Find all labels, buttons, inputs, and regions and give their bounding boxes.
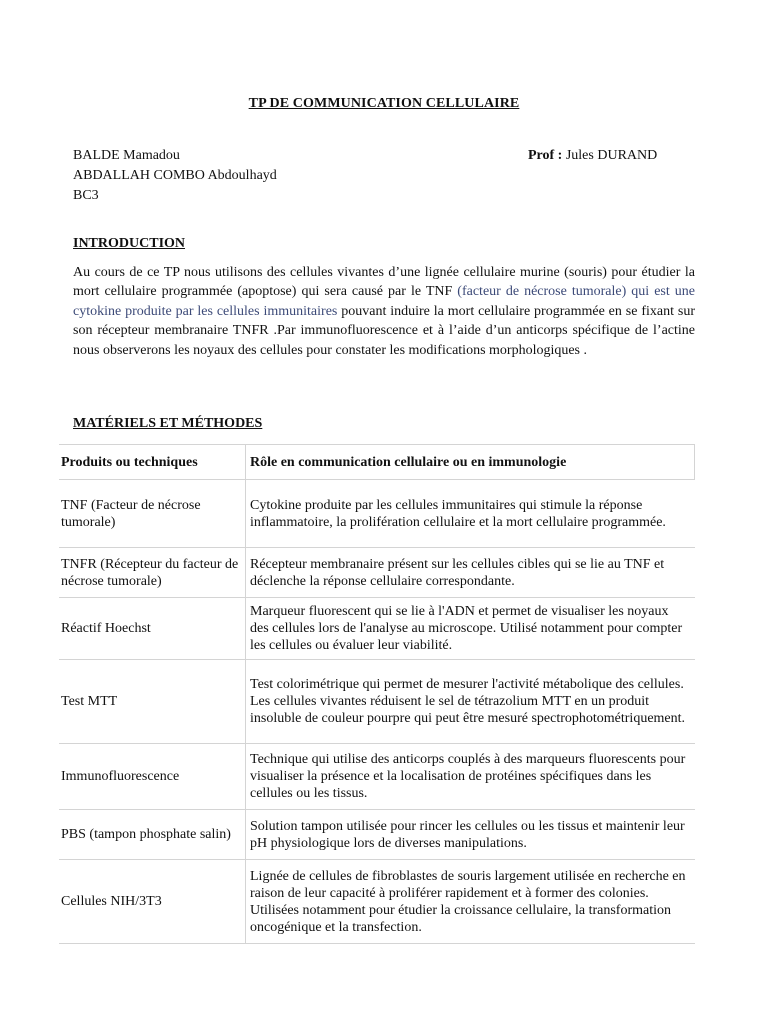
intro-text-part: Au cours de ce TP nous utilisons des cellules vivantes d’une lignée cellulaire murine (souris) pour étudier la mort cellulaire programmée (apoptose) qui sera causé par le TNF — [73, 265, 695, 300]
product-cell: Cellules NIH/3T3 — [59, 860, 246, 944]
role-cell: Récepteur membranaire présent sur les cellules cibles qui se lie au TNF et déclenche la réponse cellulaire correspondante. — [246, 548, 695, 598]
class-label: BC3 — [73, 188, 99, 203]
role-cell: Lignée de cellules de fibroblastes de souris largement utilisée en recherche en raison de leur capacité à proliférer rapidement et à former des colonies. Utilisées notamment pour étudier la croissance cellulaire, la transformation oncogénique et la transfection. — [246, 860, 695, 944]
table-row — [59, 660, 695, 744]
product-cell: TNF (Facteur de nécrose tumorale) — [59, 480, 246, 548]
table-header-row — [59, 445, 695, 480]
author-name: ABDALLAH COMBO Abdoulhayd — [73, 168, 277, 183]
authors-block — [73, 146, 277, 206]
role-cell: Technique qui utilise des anticorps couplés à des marqueurs fluorescents pour visualiser la présence et la localisation de protéines spécifiques dans les cellules ou les tissus. — [246, 744, 695, 810]
introduction-heading: INTRODUCTION — [73, 236, 186, 251]
page-title: TP DE COMMUNICATION CELLULAIRE — [248, 96, 520, 111]
methods-heading: MATÉRIELS ET MÉTHODES — [73, 416, 263, 431]
author-name: BALDE Mamadou — [73, 148, 180, 163]
role-cell: Test colorimétrique qui permet de mesurer l'activité métabolique des cellules. Les cellules vivantes réduisent le sel de tétrazolium MTT en un produit insoluble de couleur pourpre qui peut être mesuré spectrophotométriquement. — [246, 660, 695, 744]
prof-label: Prof : — [528, 148, 563, 163]
column-header: Produits ou techniques — [59, 445, 246, 480]
product-cell: Test MTT — [59, 660, 246, 744]
introduction-paragraph — [73, 263, 695, 360]
product-cell: Réactif Hoechst — [59, 598, 246, 660]
table-row — [59, 744, 695, 810]
professor-line — [528, 146, 657, 166]
table-row — [59, 810, 695, 860]
table-row — [59, 598, 695, 660]
table-row — [59, 860, 695, 944]
product-cell: TNFR (Récepteur du facteur de nécrose tumorale) — [59, 548, 246, 598]
intro-text-part: pouvant induire la mort cellulaire programmée en se fixant sur son récepteur membranaire TNFR .Par immunofluorescence et à l’aide d’un anticorps spécifique de l’actine nous observerons les noyaux des cellules pour constater les modifications morphologiques . — [73, 303, 695, 358]
role-cell: Marqueur fluorescent qui se lie à l'ADN et permet de visualiser les noyaux des cellules lors de l'analyse au microscope. Utilisé notamment pour compter les cellules ou évaluer leur viabilité. — [246, 598, 695, 660]
product-cell: Immunofluorescence — [59, 744, 246, 810]
intro-text-highlight: (facteur de nécrose tumorale) qui est une cytokine produite par les cellules immunitaires — [73, 284, 696, 319]
methods-table — [59, 444, 695, 944]
column-header: Rôle en communication cellulaire ou en immunologie — [246, 445, 695, 480]
product-cell: PBS (tampon phosphate salin) — [59, 810, 246, 860]
table-row — [59, 548, 695, 598]
table-row — [59, 480, 695, 548]
prof-name: Jules DURAND — [562, 148, 658, 163]
role-cell: Cytokine produite par les cellules immunitaires qui stimule la réponse inflammatoire, la prolifération cellulaire et la mort cellulaire programmée. — [246, 480, 695, 548]
role-cell: Solution tampon utilisée pour rincer les cellules ou les tissus et maintenir leur pH physiologique lors de diverses manipulations. — [246, 810, 695, 860]
